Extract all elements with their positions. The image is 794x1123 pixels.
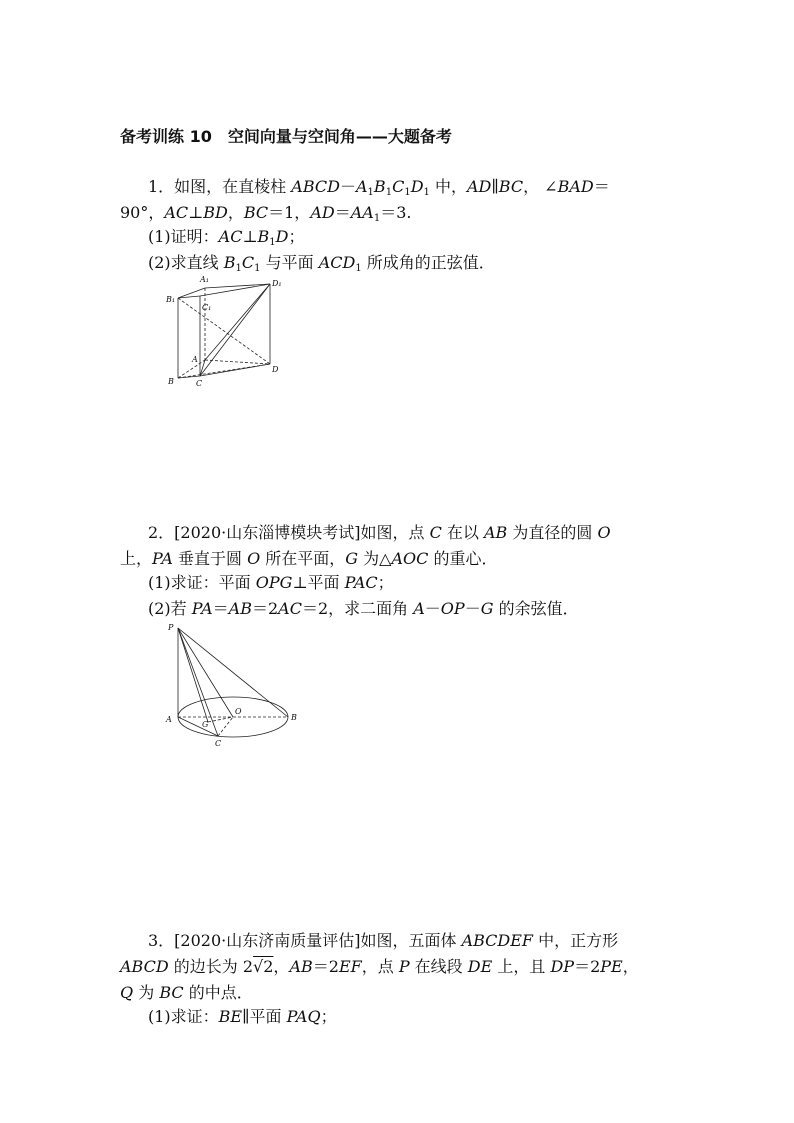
label-A: A xyxy=(192,355,198,364)
page-title: 备考训练 10 空间向量与空间角——大题备考 xyxy=(120,127,452,146)
label-P: P xyxy=(168,623,174,632)
problem-1-line-2: 90°，AC⊥BD，BC＝1，$AD=AA_1=3$. xyxy=(120,203,412,224)
label-A: A xyxy=(166,715,172,724)
problem-3-line-2: ABCD 的边长为 2√2，AB＝2EF，点 P 在线段 DE 上，且 DP＝2PE， xyxy=(120,957,639,976)
problem-1-line-1: 1．如图，在直棱柱 $ABCD-A_1B_1C_1D_1$ 中，AD∥BC， ∠BAD＝ xyxy=(148,177,610,198)
label-B1: B₁ xyxy=(166,295,176,304)
problem-1-part-2: (2)求直线 $B_1C_1$ 与平面 $ACD_1$ 所成角的正弦值． xyxy=(148,253,495,274)
problem-2-line-1: 2．[2020·山东淄博模块考试]如图，点 C 在以 AB 为直径的圆 O xyxy=(148,523,611,542)
label-O: O xyxy=(235,707,242,716)
label-D: D xyxy=(272,365,279,374)
problem-2-part-2: (2)若 PA＝AB＝2AC＝2，求二面角 A－OP－G 的余弦值． xyxy=(148,599,579,618)
label-B: B xyxy=(291,713,297,722)
label-B: B xyxy=(168,377,174,386)
label-G: G xyxy=(202,720,209,729)
problem-3-line-1: 3．[2020·山东济南质量评估]如图，五面体 ABCDEF 中，正方形 xyxy=(148,931,619,950)
label-C: C xyxy=(215,739,222,748)
problem-1-figure xyxy=(160,270,290,399)
label-A1: A₁ xyxy=(200,275,209,284)
problem-1-part-1: (1)证明：$AC\perp B_1D$； xyxy=(148,227,305,248)
problem-2-figure xyxy=(160,618,310,752)
problem-3-line-3: Q 为 BC 的中点． xyxy=(120,983,253,1002)
problem-3-part-1: (1)求证：BE∥平面 PAQ； xyxy=(148,1007,337,1026)
label-C1: C₁ xyxy=(202,303,212,312)
label-C: C xyxy=(196,379,203,388)
problem-2-line-2: 上，PA 垂直于圆 O 所在平面，G 为△AOC 的重心． xyxy=(120,549,498,568)
problem-2-part-1: (1)求证：平面 OPG⊥平面 PAC； xyxy=(148,573,394,592)
label-D1: D₁ xyxy=(272,279,282,288)
